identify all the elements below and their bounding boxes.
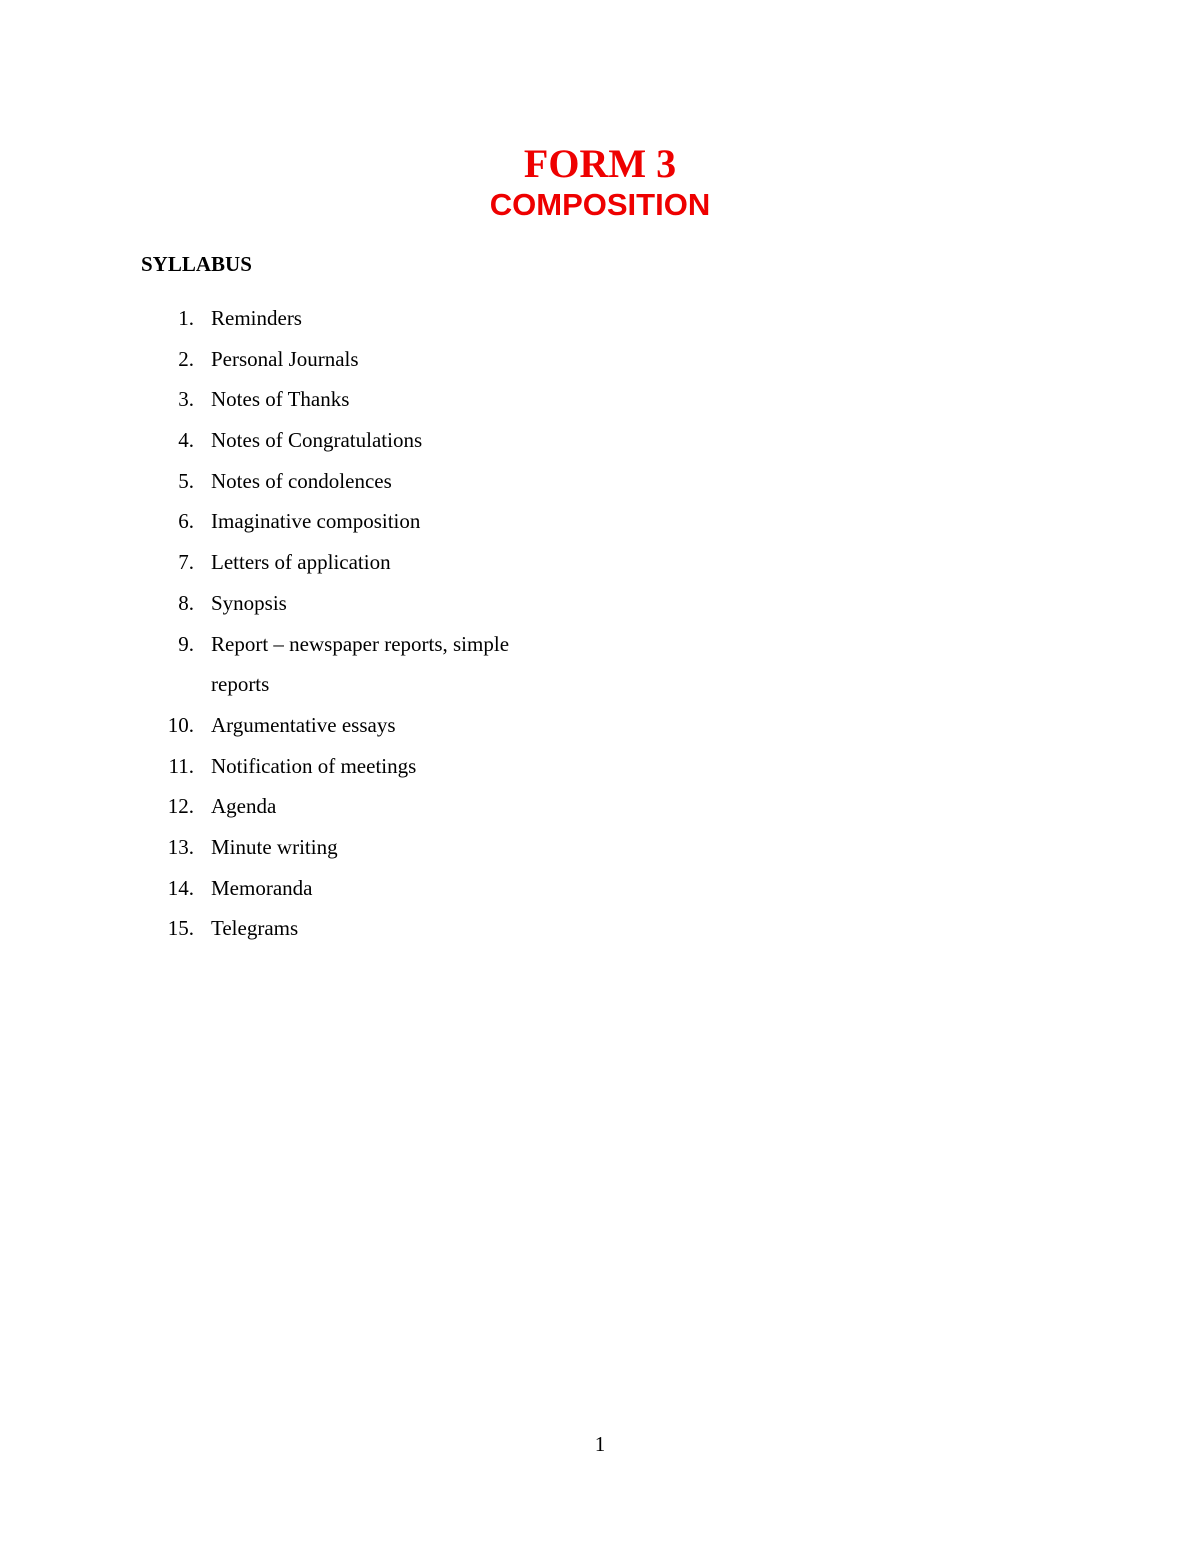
list-item-text: Memoranda xyxy=(211,875,313,900)
list-item-number: 4. xyxy=(178,428,194,453)
list-item-text: Telegrams xyxy=(211,916,299,941)
list-item-number: 15. xyxy=(167,916,194,941)
list-item-number: 6. xyxy=(178,509,194,534)
list-item-text: Notes of Thanks xyxy=(211,387,350,412)
list-item-number: 8. xyxy=(178,590,194,615)
list-item-text: Report – newspaper reports, simple reports xyxy=(211,631,510,697)
list-item-text: Notes of Congratulations xyxy=(211,428,423,453)
list-item-number: 13. xyxy=(167,834,194,859)
list-item-number: 14. xyxy=(167,875,194,900)
list-item-text: Notes of condolences xyxy=(211,468,392,493)
document-title: FORM 3 xyxy=(523,141,677,186)
list-item-text: Letters of application xyxy=(211,550,391,575)
page-number: 1 xyxy=(594,1432,606,1456)
list-item-number: 10. xyxy=(167,712,194,737)
list-item-text: Reminders xyxy=(211,306,302,330)
list-item-text: Synopsis xyxy=(211,590,287,615)
list-item-number: 2. xyxy=(178,346,194,371)
list-item-number: 5. xyxy=(178,468,194,493)
syllabus-heading: SYLLABUS xyxy=(141,252,252,276)
list-item-text: Imaginative composition xyxy=(211,509,421,534)
list-item-number: 11. xyxy=(168,753,194,778)
list-item-number: 9. xyxy=(178,631,194,656)
list-item-text: Minute writing xyxy=(211,834,338,859)
list-item-text: Argumentative essays xyxy=(211,712,396,737)
list-item-number: 12. xyxy=(167,794,194,819)
list-item-number: 7. xyxy=(178,550,194,575)
document-subtitle: COMPOSITION xyxy=(489,187,711,222)
list-item-text: Agenda xyxy=(211,794,277,819)
list-item-text: Personal Journals xyxy=(211,346,359,371)
list-item-number: 3. xyxy=(178,387,194,412)
list-item-number: 1. xyxy=(178,306,194,330)
list-item-text: Notification of meetings xyxy=(211,753,417,778)
